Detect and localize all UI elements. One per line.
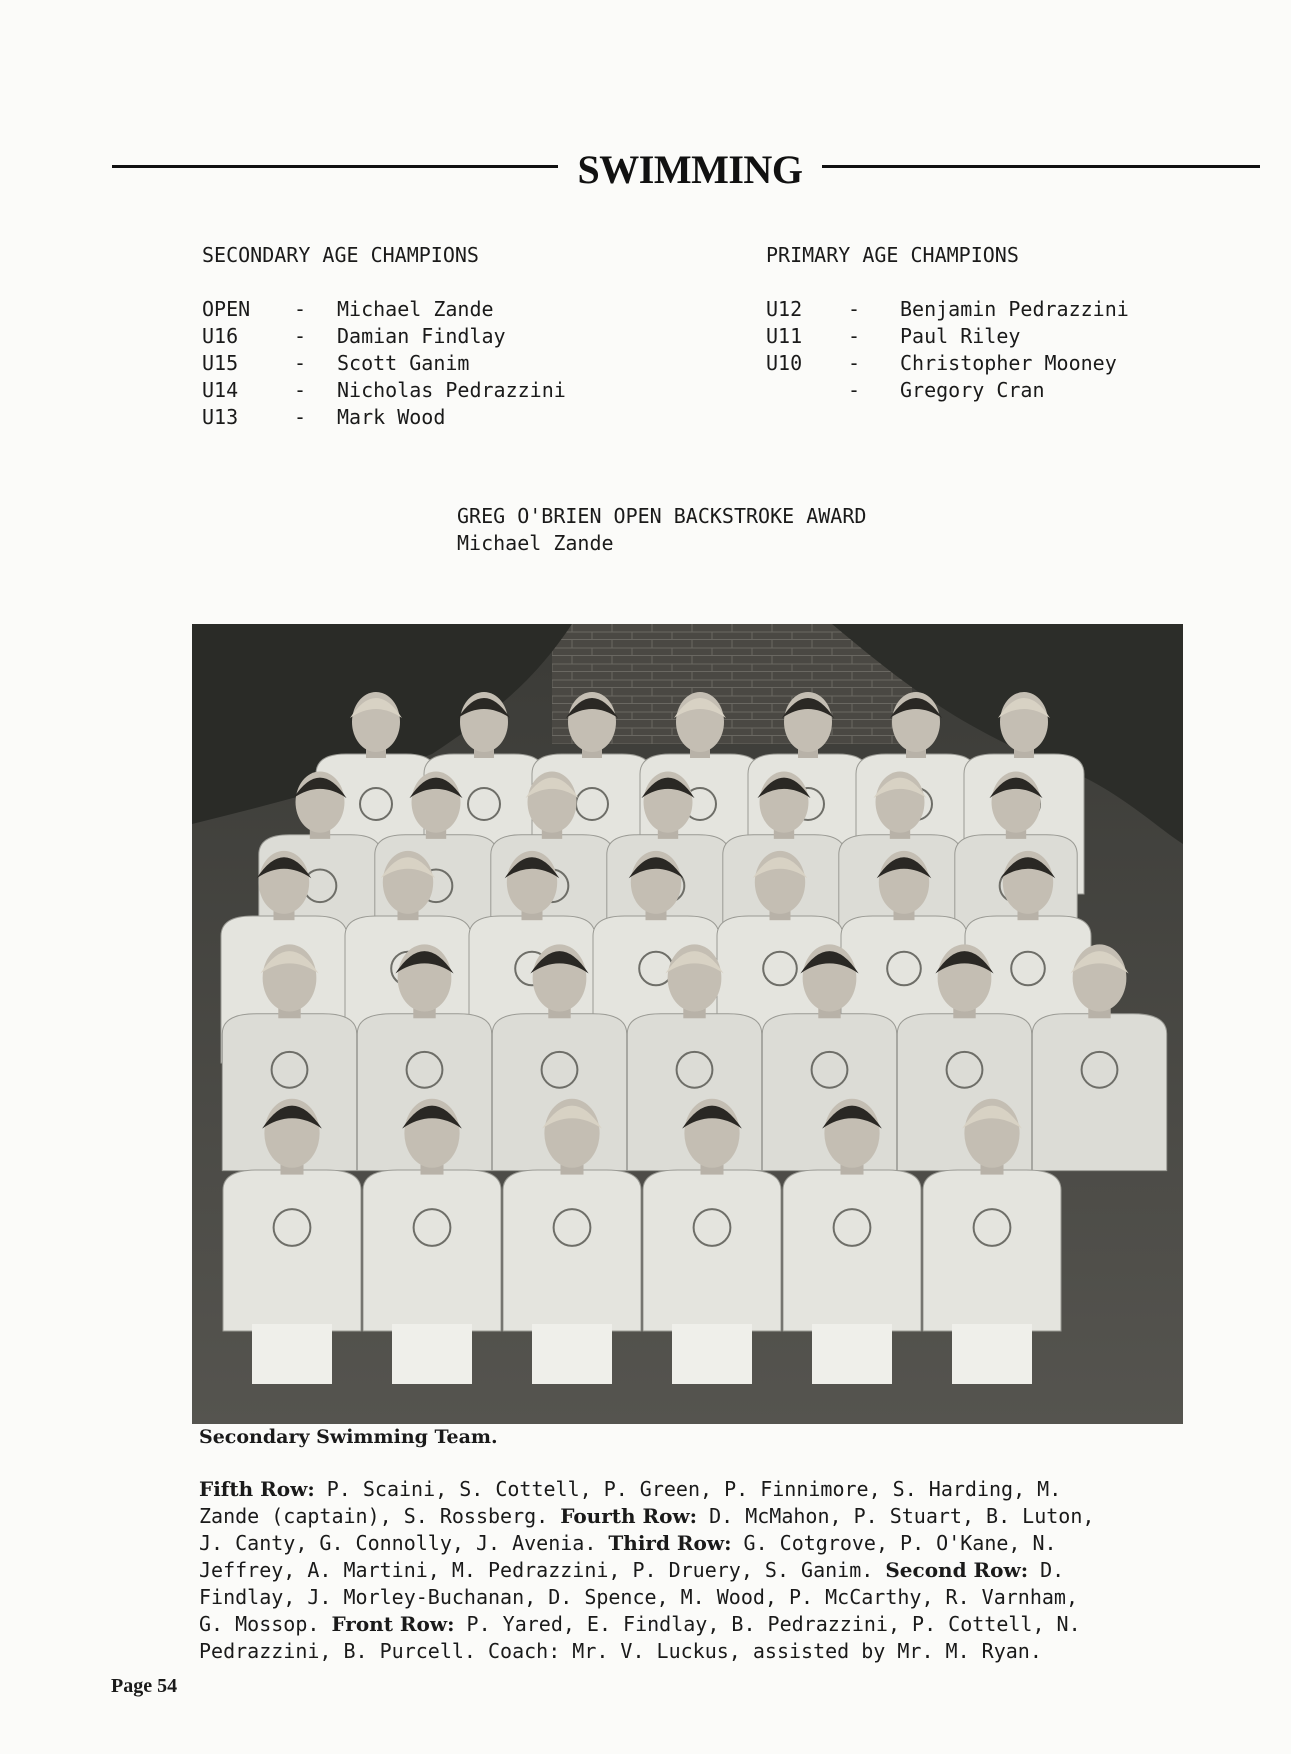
champion-name: Scott Ganim bbox=[337, 351, 470, 375]
secondary-champions bbox=[202, 242, 566, 431]
primary-champions bbox=[766, 242, 1129, 404]
champion-name: Paul Riley bbox=[900, 324, 1021, 348]
primary-champion-row bbox=[766, 377, 1129, 404]
age-category: U10 bbox=[766, 351, 803, 375]
separator-dash: - bbox=[848, 297, 861, 321]
age-category: OPEN bbox=[202, 297, 251, 321]
secondary-champion-row bbox=[202, 323, 566, 350]
member-names: Jeffrey, A. Martini, M. Pedrazzini, P. Druery, S. Ganim. bbox=[199, 1558, 886, 1582]
team-list-line bbox=[199, 1476, 1199, 1503]
team-list-line bbox=[199, 1611, 1199, 1638]
row-label: Second Row: bbox=[885, 1558, 1029, 1582]
row-label: Third Row: bbox=[608, 1531, 732, 1555]
secondary-champion-row bbox=[202, 350, 566, 377]
team-list-line bbox=[199, 1638, 1199, 1665]
champion-name: Mark Wood bbox=[337, 405, 446, 429]
champion-name: Benjamin Pedrazzini bbox=[900, 297, 1129, 321]
page-number: Page 54 bbox=[111, 1675, 178, 1697]
team-member-shorts bbox=[532, 1324, 612, 1384]
award-title: GREG O'BRIEN OPEN BACKSTROKE AWARD bbox=[457, 504, 867, 528]
team-list-line bbox=[199, 1557, 1199, 1584]
award-winner: Michael Zande bbox=[457, 531, 614, 555]
separator-dash: - bbox=[294, 378, 307, 402]
primary-champion-row bbox=[766, 296, 1129, 323]
page-header bbox=[112, 148, 1260, 198]
team-list-line bbox=[199, 1503, 1199, 1530]
row-label: Fifth Row: bbox=[199, 1477, 315, 1501]
separator-dash: - bbox=[294, 351, 307, 375]
member-names: P. Yared, E. Findlay, B. Pedrazzini, P. Cottell, N. bbox=[454, 1612, 1081, 1636]
secondary-champion-row bbox=[202, 404, 566, 431]
page-title: SWIMMING bbox=[577, 147, 803, 192]
photo-caption: Secondary Swimming Team. bbox=[199, 1426, 498, 1448]
separator-dash: - bbox=[848, 351, 861, 375]
primary-champion-row bbox=[766, 323, 1129, 350]
age-category: U12 bbox=[766, 297, 803, 321]
primary-champions-heading: PRIMARY AGE CHAMPIONS bbox=[766, 243, 1019, 267]
team-member-shorts bbox=[812, 1324, 892, 1384]
member-names: Pedrazzini, B. Purcell. Coach: Mr. V. Luckus, assisted by Mr. M. Ryan. bbox=[199, 1639, 1042, 1663]
team-member-shorts bbox=[672, 1324, 752, 1384]
row-label: Fourth Row: bbox=[560, 1504, 698, 1528]
team-photo-image bbox=[192, 624, 1183, 1424]
member-names: D. bbox=[1028, 1558, 1065, 1582]
team-list-line bbox=[199, 1584, 1199, 1611]
member-names: G. Mossop. bbox=[199, 1612, 332, 1636]
member-names: J. Canty, G. Connolly, J. Avenia. bbox=[199, 1531, 609, 1555]
backstroke-award bbox=[457, 503, 866, 557]
primary-champions-table bbox=[766, 296, 1129, 404]
member-names: G. Cotgrove, P. O'Kane, N. bbox=[731, 1531, 1057, 1555]
champion-name: Michael Zande bbox=[337, 297, 494, 321]
member-names: Zande (captain), S. Rossberg. bbox=[199, 1504, 561, 1528]
team-member-shorts bbox=[252, 1324, 332, 1384]
member-names: Findlay, J. Morley-Buchanan, D. Spence, M. Wood, P. McCarthy, R. Varnham, bbox=[199, 1585, 1078, 1609]
team-list-line bbox=[199, 1530, 1199, 1557]
team-member-list bbox=[199, 1476, 1199, 1665]
age-category: U15 bbox=[202, 351, 239, 375]
age-category: U14 bbox=[202, 378, 239, 402]
separator-dash: - bbox=[294, 405, 307, 429]
primary-champion-row bbox=[766, 350, 1129, 377]
secondary-champion-row bbox=[202, 296, 566, 323]
header-rule-right bbox=[822, 165, 1260, 168]
row-label: Front Row: bbox=[331, 1612, 455, 1636]
secondary-champions-table bbox=[202, 296, 566, 431]
separator-dash: - bbox=[848, 324, 861, 348]
champion-name: Nicholas Pedrazzini bbox=[337, 378, 566, 402]
age-category: U16 bbox=[202, 324, 239, 348]
separator-dash: - bbox=[294, 297, 307, 321]
champion-name: Damian Findlay bbox=[337, 324, 506, 348]
member-names: P. Scaini, S. Cottell, P. Green, P. Finnimore, S. Harding, M. bbox=[314, 1477, 1062, 1501]
team-member-shorts bbox=[952, 1324, 1032, 1384]
team-photo bbox=[192, 624, 1183, 1424]
member-names: D. McMahon, P. Stuart, B. Luton, bbox=[697, 1504, 1095, 1528]
champion-name: Christopher Mooney bbox=[900, 351, 1117, 375]
secondary-champions-heading: SECONDARY AGE CHAMPIONS bbox=[202, 243, 479, 267]
age-category: U13 bbox=[202, 405, 239, 429]
separator-dash: - bbox=[294, 324, 307, 348]
champion-name: Gregory Cran bbox=[900, 378, 1045, 402]
separator-dash: - bbox=[848, 378, 861, 402]
age-category: U11 bbox=[766, 324, 803, 348]
age-category bbox=[766, 377, 848, 404]
team-member-shorts bbox=[392, 1324, 472, 1384]
secondary-champion-row bbox=[202, 377, 566, 404]
header-rule-left bbox=[112, 165, 558, 168]
